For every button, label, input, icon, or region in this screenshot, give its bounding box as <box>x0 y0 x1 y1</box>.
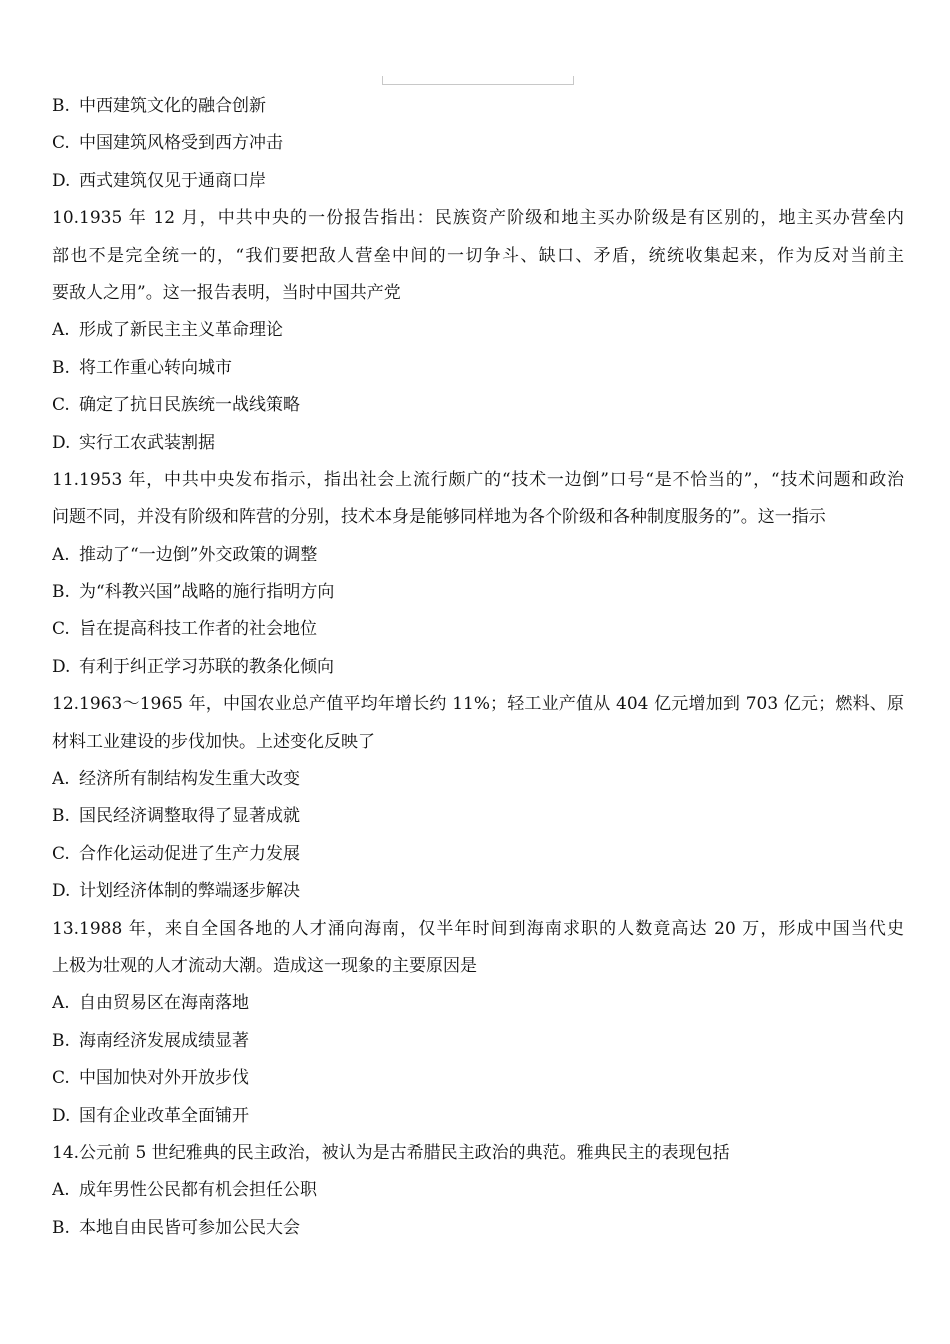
answer-option <box>52 125 904 162</box>
question-text: 公元前 5 世纪雅典的民主政治，被认为是古希腊民主政治的典范。雅典民主的表现包括 <box>79 1142 730 1163</box>
option-letter: A. <box>52 1180 70 1201</box>
question-line <box>52 238 904 275</box>
option-letter: D. <box>52 881 71 902</box>
option-letter: B. <box>52 96 70 116</box>
answer-option <box>52 574 904 611</box>
answer-option <box>52 873 904 910</box>
question-text: 要敌人之用”。这一报告表明，当时中国共产党 <box>52 282 401 303</box>
answer-option <box>52 1023 904 1060</box>
question-line <box>52 911 904 948</box>
option-text: 本地自由民皆可参加公民大会 <box>79 1217 300 1238</box>
option-text: 国民经济调整取得了显著成就 <box>79 806 300 827</box>
option-letter: A. <box>52 769 70 790</box>
question-number: 12. <box>52 694 80 715</box>
option-letter: A. <box>52 320 70 341</box>
option-letter: A. <box>52 993 70 1014</box>
option-letter: B. <box>52 806 70 827</box>
option-letter: B. <box>52 582 70 603</box>
option-text: 西式建筑仅见于通商口岸 <box>79 170 266 191</box>
question-text: 1953 年，中共中央发布指示，指出社会上流行颇广的“技术一边倒”口号“是不恰当的”，“技术问题和政治 <box>79 469 904 490</box>
question-number: 10. <box>52 208 80 229</box>
option-letter: B. <box>52 357 70 378</box>
option-letter: C. <box>52 395 70 416</box>
question-line <box>52 686 904 723</box>
question-line <box>52 200 904 237</box>
answer-option <box>52 836 904 873</box>
answer-option <box>52 798 904 835</box>
answer-option <box>52 387 904 424</box>
option-text: 推动了“一边倒”外交政策的调整 <box>79 544 318 565</box>
question-line <box>52 462 904 499</box>
option-text: 形成了新民主主义革命理论 <box>79 320 283 341</box>
option-text: 旨在提高科技工作者的社会地位 <box>79 619 317 640</box>
question-line <box>52 275 904 312</box>
answer-option <box>52 985 904 1022</box>
answer-option <box>52 649 904 686</box>
option-text: 将工作重心转向城市 <box>79 357 232 378</box>
option-letter: B. <box>52 1217 70 1238</box>
option-letter: B. <box>52 1030 70 1051</box>
option-text: 有利于纠正学习苏联的教条化倾向 <box>79 656 334 677</box>
option-text: 经济所有制结构发生重大改变 <box>79 769 300 790</box>
answer-option <box>52 611 904 648</box>
option-letter: C. <box>52 619 70 640</box>
question-text: 上极为壮观的人才流动大潮。造成这一现象的主要原因是 <box>52 955 477 976</box>
answer-option <box>52 761 904 798</box>
question-number: 11. <box>52 469 80 490</box>
option-letter: C. <box>52 133 70 154</box>
option-letter: D. <box>52 432 71 453</box>
option-letter: D. <box>52 656 71 677</box>
question-text: 1935 年 12 月，中共中央的一份报告指出：民族资产阶级和地主买办阶级是有区别的，地主买办营垒内 <box>79 208 904 229</box>
question-number: 14. <box>52 1142 80 1163</box>
question-line <box>52 724 904 761</box>
question-number: 13. <box>52 918 80 939</box>
question-line <box>52 499 904 536</box>
option-text: 为“科教兴国”战略的施行指明方向 <box>79 582 335 603</box>
page-header-rule <box>382 76 574 85</box>
option-text: 确定了抗日民族统一战线策略 <box>79 395 300 416</box>
option-letter: C. <box>52 1068 70 1089</box>
answer-option <box>52 1210 904 1247</box>
option-text: 实行工农武装割据 <box>79 432 215 453</box>
option-text: 中国加快对外开放步伐 <box>79 1068 249 1089</box>
option-letter: D. <box>52 1105 71 1126</box>
option-letter: C. <box>52 843 70 864</box>
question-line <box>52 1135 904 1172</box>
question-text: 材料工业建设的步伐加快。上述变化反映了 <box>52 731 375 752</box>
answer-option <box>52 88 904 125</box>
option-text: 海南经济发展成绩显著 <box>79 1030 249 1051</box>
question-line <box>52 948 904 985</box>
option-text: 中西建筑文化的融合创新 <box>79 96 266 116</box>
question-text: 部也不是完全统一的，“我们要把敌人营垒中间的一切争斗、缺口、矛盾，统统收集起来，作为反对当前主 <box>52 245 904 266</box>
question-text: 1988 年，来自全国各地的人才涌向海南，仅半年时间到海南求职的人数竟高达 20 万，形成中国当代史 <box>79 918 904 939</box>
option-text: 计划经济体制的弊端逐步解决 <box>79 881 300 902</box>
question-text: 1963～1965 年，中国农业总产值平均年增长约 11%；轻工业产值从 404 亿元增加到 703 亿元；燃料、原 <box>79 694 904 715</box>
answer-option <box>52 1172 904 1209</box>
question-text: 问题不同，并没有阶级和阵营的分别，技术本身是能够同样地为各个阶级和各种制度服务的”。这一指示 <box>52 507 826 528</box>
answer-option <box>52 163 904 200</box>
answer-option <box>52 1060 904 1097</box>
answer-option <box>52 425 904 462</box>
answer-option <box>52 537 904 574</box>
answer-option <box>52 350 904 387</box>
option-letter: A. <box>52 544 70 565</box>
option-text: 合作化运动促进了生产力发展 <box>79 843 300 864</box>
option-letter: D. <box>52 170 71 191</box>
option-text: 中国建筑风格受到西方冲击 <box>79 133 283 154</box>
answer-option <box>52 1098 904 1135</box>
exam-document <box>52 88 904 1247</box>
option-text: 国有企业改革全面铺开 <box>79 1105 249 1126</box>
answer-option <box>52 312 904 349</box>
option-text: 成年男性公民都有机会担任公职 <box>79 1180 317 1201</box>
option-text: 自由贸易区在海南落地 <box>79 993 249 1014</box>
